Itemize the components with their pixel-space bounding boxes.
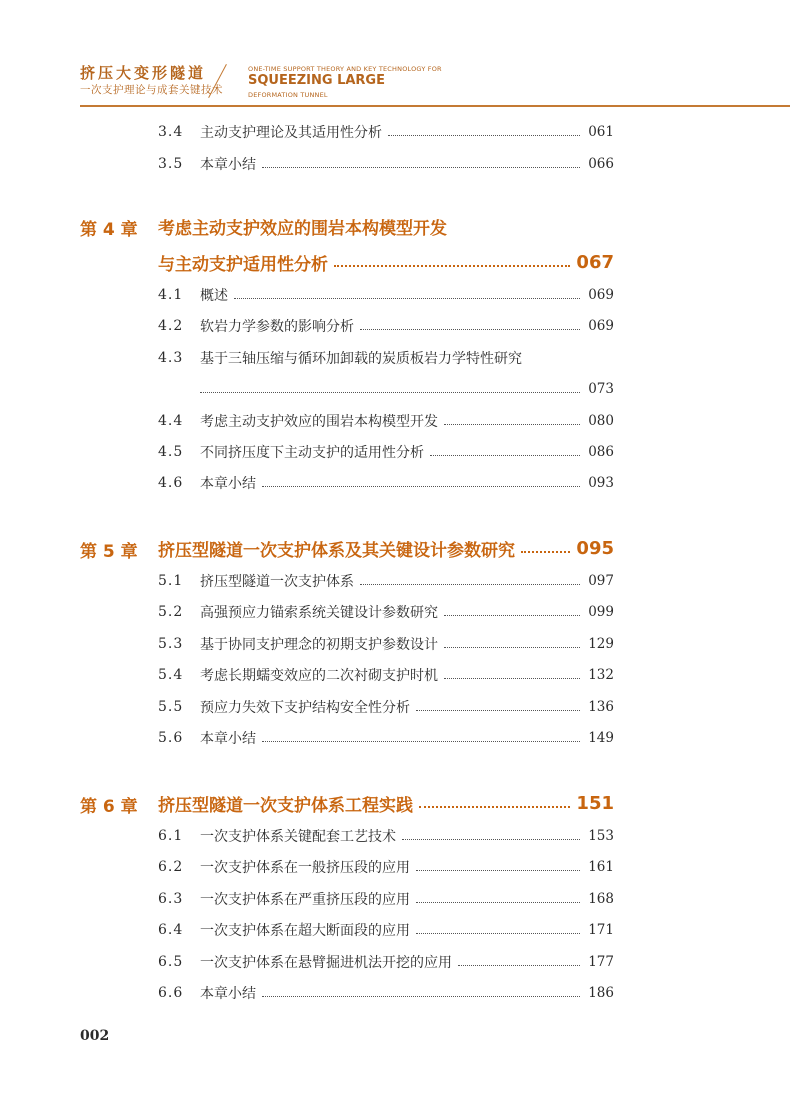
section-title: 高强预应力锚索系统关键设计参数研究 (200, 605, 438, 621)
toc-entry[interactable] (158, 856, 614, 878)
dot-leader (444, 647, 580, 648)
section-number: 4.4 (158, 413, 184, 429)
page-number: 069 (588, 318, 614, 334)
page-number: 149 (588, 730, 614, 746)
toc-entry-continuation[interactable] (200, 378, 614, 400)
dot-leader (444, 424, 580, 425)
section-title: 软岩力学参数的影响分析 (200, 319, 354, 335)
toc-entry[interactable] (158, 472, 614, 494)
page-number: 168 (588, 891, 614, 907)
toc-entry[interactable] (158, 347, 614, 369)
toc-entry[interactable] (158, 284, 614, 306)
page-number: 129 (588, 636, 614, 652)
section-title: 一次支护体系在严重挤压段的应用 (200, 892, 410, 908)
section-title: 一次支护体系在超大断面段的应用 (200, 923, 410, 939)
dot-leader (416, 902, 580, 903)
section-number: 6.6 (158, 985, 184, 1001)
section-title: 挤压型隧道一次支护体系 (200, 574, 354, 590)
toc-entry[interactable] (158, 696, 614, 718)
page-number: 136 (588, 699, 614, 715)
chapter-5-label: 第 5 章 (80, 542, 138, 562)
section-number: 5.3 (158, 636, 184, 652)
chapter-page-number: 067 (576, 251, 614, 273)
section-number: 6.5 (158, 954, 184, 970)
dot-leader (360, 584, 580, 585)
dot-leader (416, 710, 580, 711)
section-number: 6.1 (158, 828, 184, 844)
dot-leader (416, 933, 580, 934)
dot-leader (444, 678, 580, 679)
section-number: 3.4 (158, 124, 184, 140)
chapter-6-title[interactable] (158, 790, 614, 816)
dot-leader (416, 870, 580, 871)
dot-leader (234, 298, 580, 299)
toc-entry[interactable] (158, 727, 614, 749)
section-title: 本章小结 (200, 157, 256, 173)
toc-entry[interactable] (158, 982, 614, 1004)
section-title: 概述 (200, 288, 228, 304)
section-title: 一次支护体系关键配套工艺技术 (200, 829, 396, 845)
section-number: 5.5 (158, 699, 184, 715)
section-number: 4.1 (158, 287, 184, 303)
toc-entry[interactable] (158, 441, 614, 463)
dot-leader (334, 265, 570, 267)
page-number: 177 (588, 954, 614, 970)
section-number: 6.3 (158, 891, 184, 907)
section-number: 4.6 (158, 475, 184, 491)
page-number: 132 (588, 667, 614, 683)
section-title: 本章小结 (200, 986, 256, 1002)
section-title: 本章小结 (200, 476, 256, 492)
page-number: 066 (588, 156, 614, 172)
section-title: 基于协同支护理念的初期支护参数设计 (200, 637, 438, 653)
chapter-4-title-line1[interactable] (158, 213, 618, 239)
toc-entry[interactable] (158, 919, 614, 941)
page-number: 073 (588, 381, 614, 397)
dot-leader (402, 839, 580, 840)
page-number: 086 (588, 444, 614, 460)
dot-leader (430, 455, 580, 456)
book-title-en-line1: ONE-TIME SUPPORT THEORY AND KEY TECHNOLOGY FOR (248, 65, 442, 73)
page-number: 080 (588, 413, 614, 429)
page-number: 061 (588, 124, 614, 140)
section-title: 考虑主动支护效应的围岩本构模型开发 (200, 414, 438, 430)
dot-leader (360, 329, 580, 330)
book-title-en-line3: DEFORMATION TUNNEL (248, 91, 328, 99)
chapter-page-number: 151 (576, 792, 614, 814)
dot-leader (458, 965, 580, 966)
section-number: 5.2 (158, 604, 184, 620)
page-number: 186 (588, 985, 614, 1001)
toc-entry[interactable] (158, 315, 614, 337)
chapter-title: 挤压型隧道一次支护体系及其关键设计参数研究 (158, 540, 515, 561)
dot-leader (444, 615, 580, 616)
toc-entry[interactable] (158, 825, 614, 847)
chapter-page-number: 095 (576, 537, 614, 559)
section-title: 考虑长期蠕变效应的二次衬砌支护时机 (200, 668, 438, 684)
page-number: 097 (588, 573, 614, 589)
book-subtitle-cn: 一次支护理论与成套关键技术 (80, 84, 223, 96)
section-number: 5.1 (158, 573, 184, 589)
toc-entry[interactable] (158, 601, 614, 623)
section-number: 4.3 (158, 350, 184, 366)
toc-entry[interactable] (158, 153, 614, 175)
toc-entry[interactable] (158, 888, 614, 910)
section-number: 6.2 (158, 859, 184, 875)
toc-entry[interactable] (158, 633, 614, 655)
toc-entry[interactable] (158, 410, 614, 432)
book-title-cn: 挤压大变形隧道 (80, 64, 207, 82)
chapter-title: 与主动支护适用性分析 (158, 254, 328, 275)
dot-leader (262, 486, 580, 487)
page-number: 161 (588, 859, 614, 875)
chapter-6-label: 第 6 章 (80, 797, 138, 817)
book-title-en-line2: SQUEEZING LARGE (248, 73, 385, 88)
folio-page-number: 002 (80, 1028, 110, 1044)
section-number: 5.6 (158, 730, 184, 746)
section-number: 6.4 (158, 922, 184, 938)
chapter-title: 挤压型隧道一次支护体系工程实践 (158, 795, 413, 816)
toc-entry[interactable] (158, 570, 614, 592)
toc-entry[interactable] (158, 121, 614, 143)
section-title: 不同挤压度下主动支护的适用性分析 (200, 445, 424, 461)
toc-entry[interactable] (158, 664, 614, 686)
chapter-title: 考虑主动支护效应的围岩本构模型开发 (158, 218, 447, 239)
dot-leader (262, 741, 580, 742)
section-number: 4.5 (158, 444, 184, 460)
section-title: 一次支护体系在悬臂掘进机法开挖的应用 (200, 955, 452, 971)
page-number: 099 (588, 604, 614, 620)
dot-leader (388, 135, 580, 136)
page-number: 171 (588, 922, 614, 938)
header-rule (80, 105, 790, 107)
dot-leader (419, 806, 570, 808)
section-title: 预应力失效下支护结构安全性分析 (200, 700, 410, 716)
dot-leader (200, 392, 580, 393)
page-number: 069 (588, 287, 614, 303)
section-number: 3.5 (158, 156, 184, 172)
section-number: 4.2 (158, 318, 184, 334)
section-title: 主动支护理论及其适用性分析 (200, 125, 382, 141)
dot-leader (262, 996, 580, 997)
section-title: 基于三轴压缩与循环加卸载的炭质板岩力学特性研究 (200, 351, 522, 367)
chapter-4-title-line2[interactable] (158, 249, 614, 275)
toc-entry[interactable] (158, 951, 614, 973)
dot-leader (262, 167, 580, 168)
page-number: 153 (588, 828, 614, 844)
dot-leader (521, 551, 570, 553)
section-number: 5.4 (158, 667, 184, 683)
chapter-4-label: 第 4 章 (80, 220, 138, 240)
section-title: 一次支护体系在一般挤压段的应用 (200, 860, 410, 876)
section-title: 本章小结 (200, 731, 256, 747)
chapter-5-title[interactable] (158, 535, 614, 561)
page-number: 093 (588, 475, 614, 491)
running-header (0, 0, 790, 110)
